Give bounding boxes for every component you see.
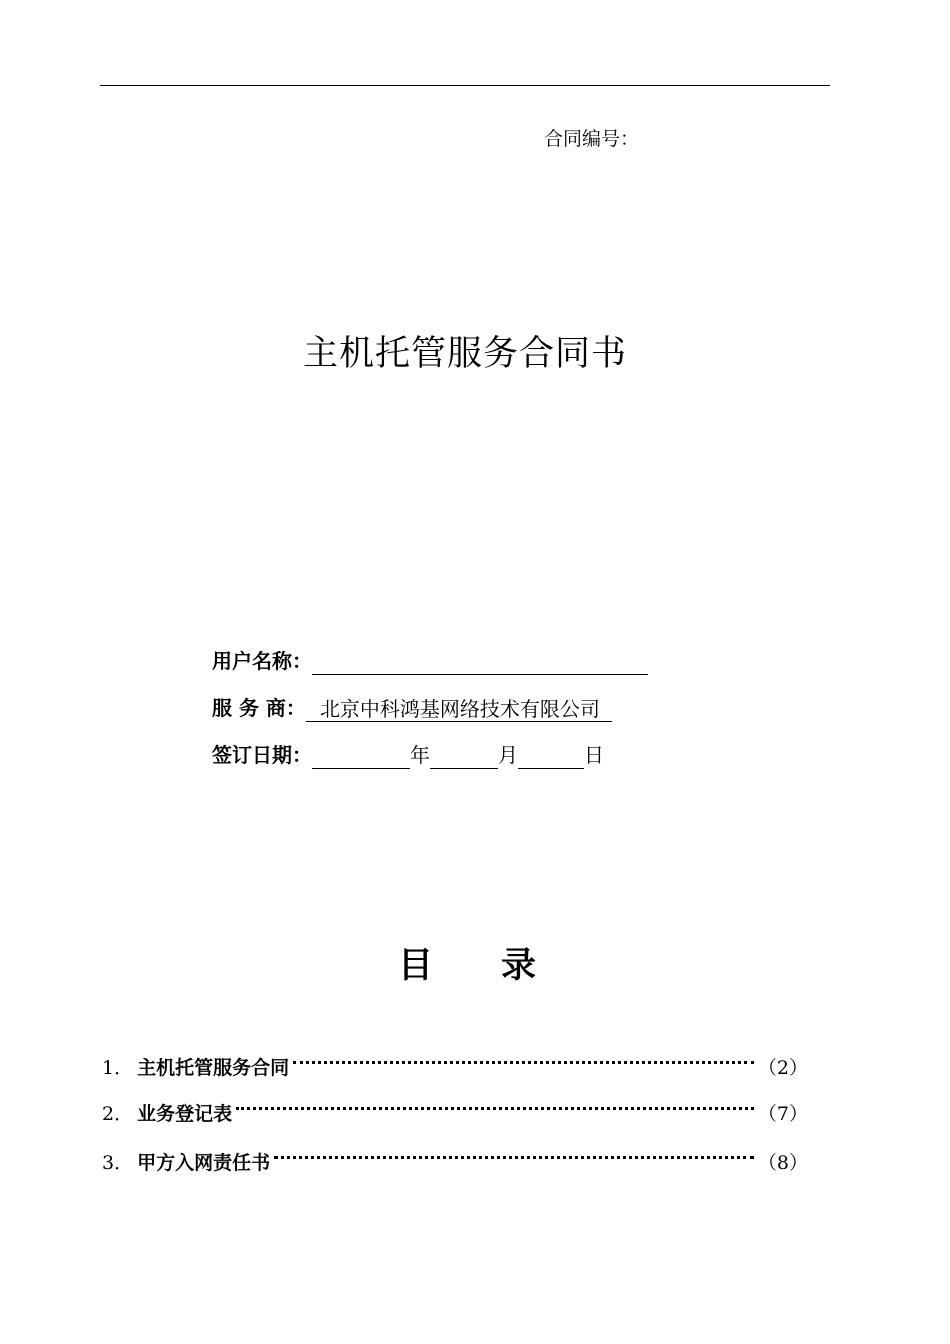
sign-date-label: 签订日期： — [212, 743, 312, 767]
user-name-row — [212, 647, 648, 675]
toc-heading-left: 目 — [398, 946, 434, 986]
toc-item-text: 甲方入网责任书 — [137, 1151, 271, 1174]
toc-heading-right: 录 — [501, 946, 537, 986]
toc-item-page: （2） — [757, 1056, 808, 1079]
toc-leader-dots — [236, 1107, 754, 1110]
provider-label: 服 务 商： — [212, 696, 306, 720]
toc-item[interactable] — [102, 1051, 808, 1081]
toc-item[interactable] — [102, 1146, 808, 1176]
document-title: 主机托管服务合同书 — [302, 334, 627, 374]
toc-item-page: （8） — [757, 1151, 808, 1174]
provider-row — [212, 694, 612, 722]
toc-item-text: 业务登记表 — [137, 1102, 233, 1125]
header-rule — [100, 85, 830, 86]
toc-item-page: （7） — [757, 1102, 808, 1125]
toc-heading — [398, 938, 536, 988]
contract-number-label: 合同编号： — [544, 128, 640, 150]
toc-leader-dots — [274, 1156, 754, 1159]
user-name-label: 用户名称： — [212, 649, 312, 673]
toc-leader-dots — [293, 1061, 754, 1064]
toc-item-text: 主机托管服务合同 — [137, 1056, 290, 1079]
toc-item[interactable] — [102, 1097, 808, 1127]
user-name-field[interactable] — [312, 650, 648, 675]
toc-item-number: 1． — [102, 1056, 134, 1079]
year-label: 年 — [410, 743, 430, 767]
provider-value: 北京中科鸿基网络技术有限公司 — [306, 695, 612, 722]
year-field[interactable] — [312, 744, 410, 769]
day-label: 日 — [584, 743, 604, 767]
toc-item-number: 3． — [102, 1151, 134, 1174]
day-field[interactable] — [518, 744, 584, 769]
month-field[interactable] — [430, 744, 498, 769]
month-label: 月 — [498, 743, 518, 767]
toc-item-number: 2． — [102, 1102, 134, 1125]
sign-date-row — [212, 741, 604, 769]
